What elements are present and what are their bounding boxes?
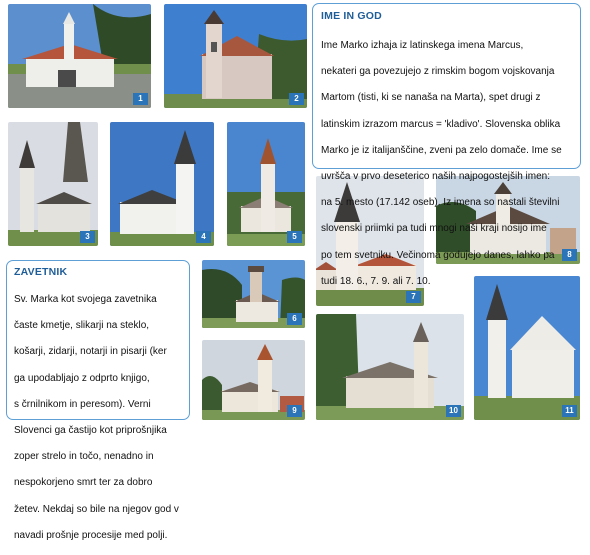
text-line: latinskim izrazom marcus = 'kladivo'. Slovenska oblika: [321, 118, 561, 130]
church-illustration: [110, 122, 214, 246]
church-photo-6: [202, 260, 305, 328]
church-photo-1: [8, 4, 151, 108]
church-photo-2: [164, 4, 307, 108]
text-line: časte kmetje, slikarji na steklo,: [14, 320, 150, 332]
text-line: na 5. mesto (17.142 oseb). Iz imena so nastali številni: [321, 197, 560, 209]
text-line: slovenski priimki pa tudi mnogi naši kraji nosijo ime: [321, 223, 547, 235]
photo-number: 3: [80, 231, 95, 243]
church-illustration: [164, 4, 307, 108]
box-text: [321, 26, 572, 301]
box-title: IME IN GOD: [321, 10, 382, 22]
photo-number: 8: [562, 249, 577, 261]
photo-number: 9: [287, 405, 302, 417]
ime-in-god-box: [312, 3, 581, 287]
text-line: navadi prošnje procesije med polji.: [14, 529, 168, 541]
photo-number: 10: [446, 405, 461, 417]
zavetnik-box: [6, 260, 190, 541]
photo-number: 5: [287, 231, 302, 243]
text-line: Martom (tisti, ki se nanaša na Marta), spet drugi z: [321, 92, 541, 104]
photo-number: 6: [287, 313, 302, 325]
church-illustration: [8, 4, 151, 108]
box-title: ZAVETNIK: [14, 266, 68, 278]
text-line: nekateri ga povezujejo z rimskim bogom vojskovanja: [321, 66, 555, 78]
church-photo-5: [227, 122, 305, 246]
photo-number: 11: [562, 405, 577, 417]
photo-number: 4: [196, 231, 211, 243]
text-line: Ime Marko izhaja iz latinskega imena Marcus,: [321, 40, 524, 52]
photo-number: 1: [133, 93, 148, 105]
text-line: tudi 18. 6., 7. 9. ali 7. 10.: [321, 275, 431, 287]
church-illustration: [227, 122, 305, 246]
photo-number: 2: [289, 93, 304, 105]
text-line: zoper strelo in točo, nenadno in: [14, 451, 154, 463]
text-line: uvršča v prvo deseterico naših najpogostejših imen:: [321, 171, 551, 183]
text-line: Sv. Marka kot svojega zavetnika: [14, 294, 157, 306]
text-line: žetev. Nekdaj so bile na njegov god v: [14, 503, 179, 515]
text-line: s črnilnikom in peresom). Verni: [14, 398, 151, 410]
text-line: po tem svetniku. Večinoma godujejo danes, lahko pa: [321, 249, 555, 261]
text-line: Marko je iz italijanščine, zveni pa zelo domače. Ime se: [321, 144, 562, 156]
church-photo-4: [110, 122, 214, 246]
text-line: nespokorjeno smrt ter za dobro: [14, 477, 153, 489]
photo-number: 7: [406, 291, 421, 303]
church-illustration: [8, 122, 98, 246]
church-photo-9: [202, 340, 305, 420]
church-photo-10: [316, 314, 464, 420]
church-illustration: [316, 314, 464, 420]
church-photo-3: [8, 122, 98, 246]
text-line: Slovenci ga častijo kot priprošnjika: [14, 425, 167, 437]
text-line: košarji, zidarji, notarji in pisarji (ker: [14, 346, 167, 358]
box-text: [14, 280, 182, 555]
text-line: ga upodabljajo z odprto knjigo,: [14, 372, 150, 384]
